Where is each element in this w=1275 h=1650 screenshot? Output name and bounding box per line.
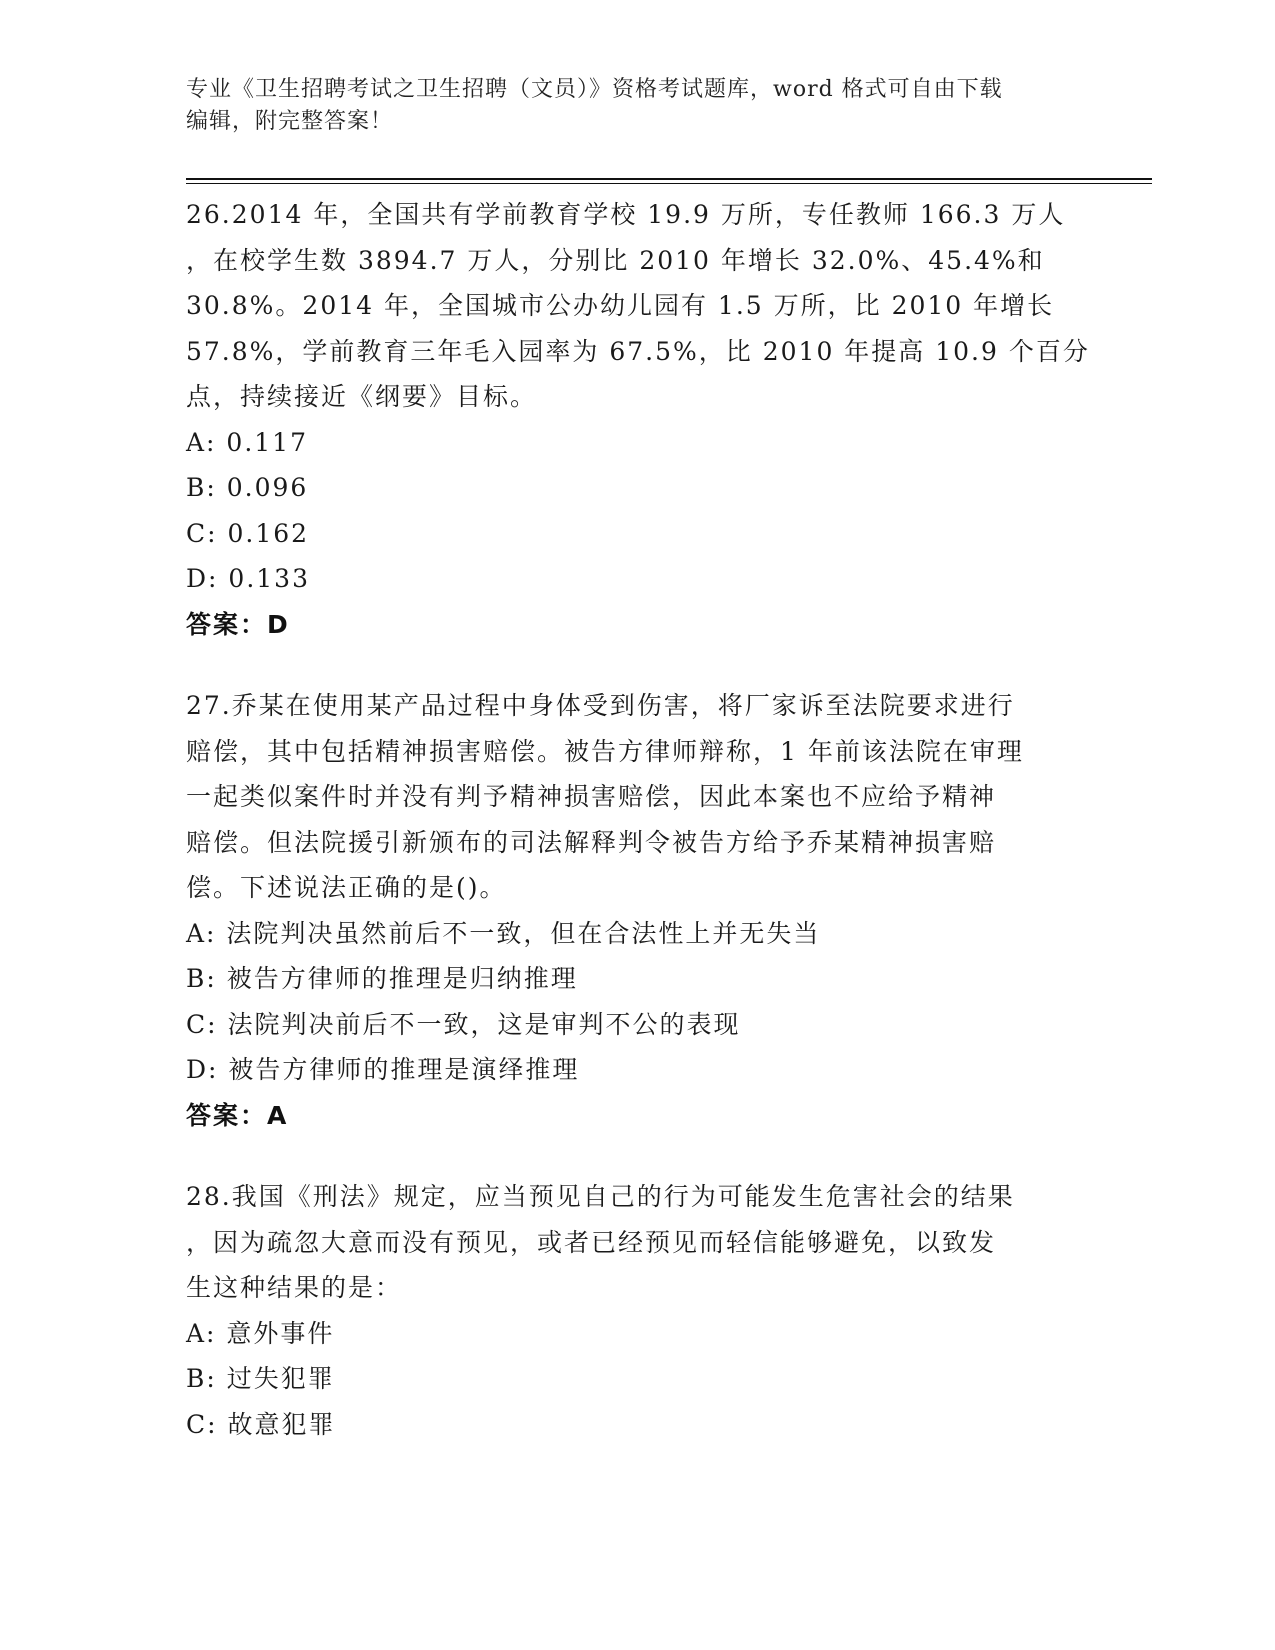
option-b: B: 过失犯罪 (186, 1364, 335, 1393)
question-stem-line: ，在校学生数 3894.7 万人，分别比 2010 年增长 32.0%、45.4%和 (186, 245, 1045, 275)
header-divider-thin (186, 183, 1152, 184)
header-divider-thick (186, 178, 1152, 180)
question-stem-line: 57.8%，学前教育三年毛入园率为 67.5%，比 2010 年提高 10.9 个百分 (186, 336, 1090, 366)
question-stem-line: 赔偿，其中包括精神损害赔偿。被告方律师辩称，1 年前该法院在审理 (186, 736, 1024, 766)
question-stem-line: 28.我国《刑法》规定，应当预见自己的行为可能发生危害社会的结果 (186, 1182, 1015, 1211)
option-c: C: 故意犯罪 (186, 1409, 336, 1439)
option-b: B: 被告方律师的推理是归纳推理 (186, 964, 578, 993)
question-stem-line: 30.8%。2014 年，全国城市公办幼儿园有 1.5 万所，比 2010 年增长 (186, 291, 1055, 320)
option-d: D: 0.133 (186, 564, 310, 593)
question-stem-line: 27.乔某在使用某产品过程中身体受到伤害，将厂家诉至法院要求进行 (186, 691, 1015, 720)
header-line-1: 专业《卫生招聘考试之卫生招聘（文员）》资格考试题库，word 格式可自由下载 (186, 77, 1003, 102)
question-stem-line: 点，持续接近《纲要》目标。 (186, 382, 538, 411)
document-header (186, 74, 1066, 138)
option-a: A: 0.117 (186, 427, 308, 457)
answer-label: 答案：A (186, 1100, 289, 1130)
question-stem-line: 生这种结果的是： (186, 1273, 403, 1302)
question-stem-line: 偿。下述说法正确的是()。 (186, 873, 507, 902)
option-a: A: 法院判决虽然前后不一致，但在合法性上并无失当 (186, 918, 821, 948)
question-27 (186, 683, 1086, 1138)
question-26 (186, 192, 1090, 647)
option-a: A: 意外事件 (186, 1318, 335, 1348)
question-stem-line: 一起类似案件时并没有判予精神损害赔偿，因此本案也不应给予精神 (186, 782, 997, 811)
option-d: D: 被告方律师的推理是演绎推理 (186, 1055, 580, 1084)
header-line-2: 编辑，附完整答案！ (186, 109, 394, 134)
question-stem-line: ，因为疏忽大意而没有预见，或者已经预见而轻信能够避免，以致发 (186, 1227, 997, 1257)
option-b: B: 0.096 (186, 473, 309, 502)
question-stem-line: 赔偿。但法院援引新颁布的司法解释判令被告方给予乔某精神损害赔 (186, 827, 997, 857)
option-c: C: 法院判决前后不一致，这是审判不公的表现 (186, 1009, 741, 1039)
question-28 (186, 1174, 1086, 1447)
answer-label: 答案：D (186, 609, 290, 639)
option-c: C: 0.162 (186, 518, 310, 548)
question-stem-line: 26.2014 年，全国共有学前教育学校 19.9 万所，专任教师 166.3 万人 (186, 200, 1066, 229)
question-list (186, 192, 1090, 1483)
